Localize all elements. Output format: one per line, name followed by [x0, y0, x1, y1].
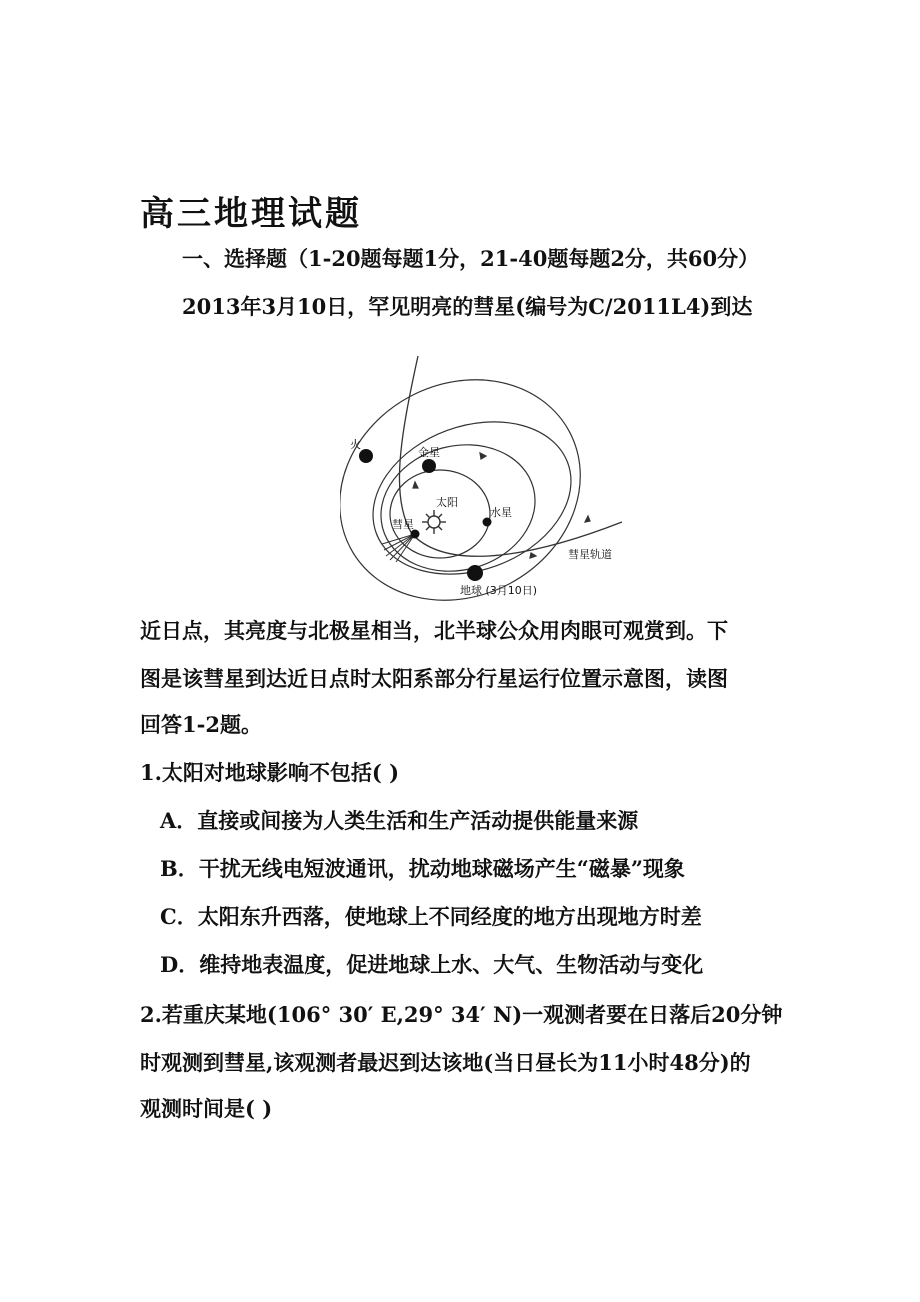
- venus-orbit: [367, 428, 550, 588]
- sun-label: 太阳: [436, 496, 458, 509]
- venus-label: 金星: [418, 446, 440, 459]
- question-1-option-a: A．直接或间接为人类生活和生产活动提供能量来源: [160, 808, 639, 833]
- sun-core: [428, 516, 440, 528]
- question-2-line-3: 观测时间是( ): [140, 1096, 273, 1121]
- orbit-arrow: [480, 453, 486, 459]
- comet-orbit-label: 彗星轨道: [568, 548, 612, 561]
- intro-line-2: 近日点，其亮度与北极星相当，北半球公众用肉眼可观赏到。下: [140, 618, 728, 643]
- intro-line-3: 图是该彗星到达近日点时太阳系部分行星运行位置示意图，读图: [140, 666, 728, 691]
- question-2-line-1: 2.若重庆某地(106° 30′ E,29° 34′ N)一观测者要在日落后20分钟: [140, 1002, 783, 1027]
- comet-label: 彗星: [392, 518, 414, 531]
- question-2-line-2: 时观测到彗星,该观测者最迟到达该地(当日昼长为11小时48分)的: [140, 1050, 751, 1075]
- question-1-option-d: D．维持地表温度，促进地球上水、大气、生物活动与变化: [160, 952, 704, 977]
- section-heading: 一、选择题（1-20题每题1分，21-40题每题2分，共60分）: [182, 246, 760, 271]
- intro-line-1: 2013年3月10日，罕见明亮的彗星(编号为C/2011L4)到达: [182, 294, 753, 319]
- intro-line-4: 回答1-2题。: [140, 712, 262, 737]
- page-title: 高三地理试题: [140, 194, 362, 234]
- orbit-arrow: [413, 482, 418, 488]
- mars-planet: [359, 449, 373, 463]
- earth-label: 地球 (3月10日): [460, 584, 538, 597]
- mars-label: 火: [350, 438, 361, 451]
- sun-rays: [422, 510, 446, 534]
- earth-planet: [467, 565, 483, 581]
- orbit-arrow: [585, 516, 590, 522]
- question-1-option-c: C．太阳东升西落，使地球上不同经度的地方出现地方时差: [160, 904, 702, 929]
- question-1-stem: 1.太阳对地球影响不包括( ): [140, 760, 400, 785]
- solar-system-diagram: [340, 348, 640, 608]
- venus-planet: [422, 459, 436, 473]
- mercury-label: 水星: [490, 506, 512, 519]
- orbit-arrow: [530, 553, 536, 558]
- question-1-option-b: B．干扰无线电短波通讯，扰动地球磁场产生“磁暴”现象: [160, 856, 685, 881]
